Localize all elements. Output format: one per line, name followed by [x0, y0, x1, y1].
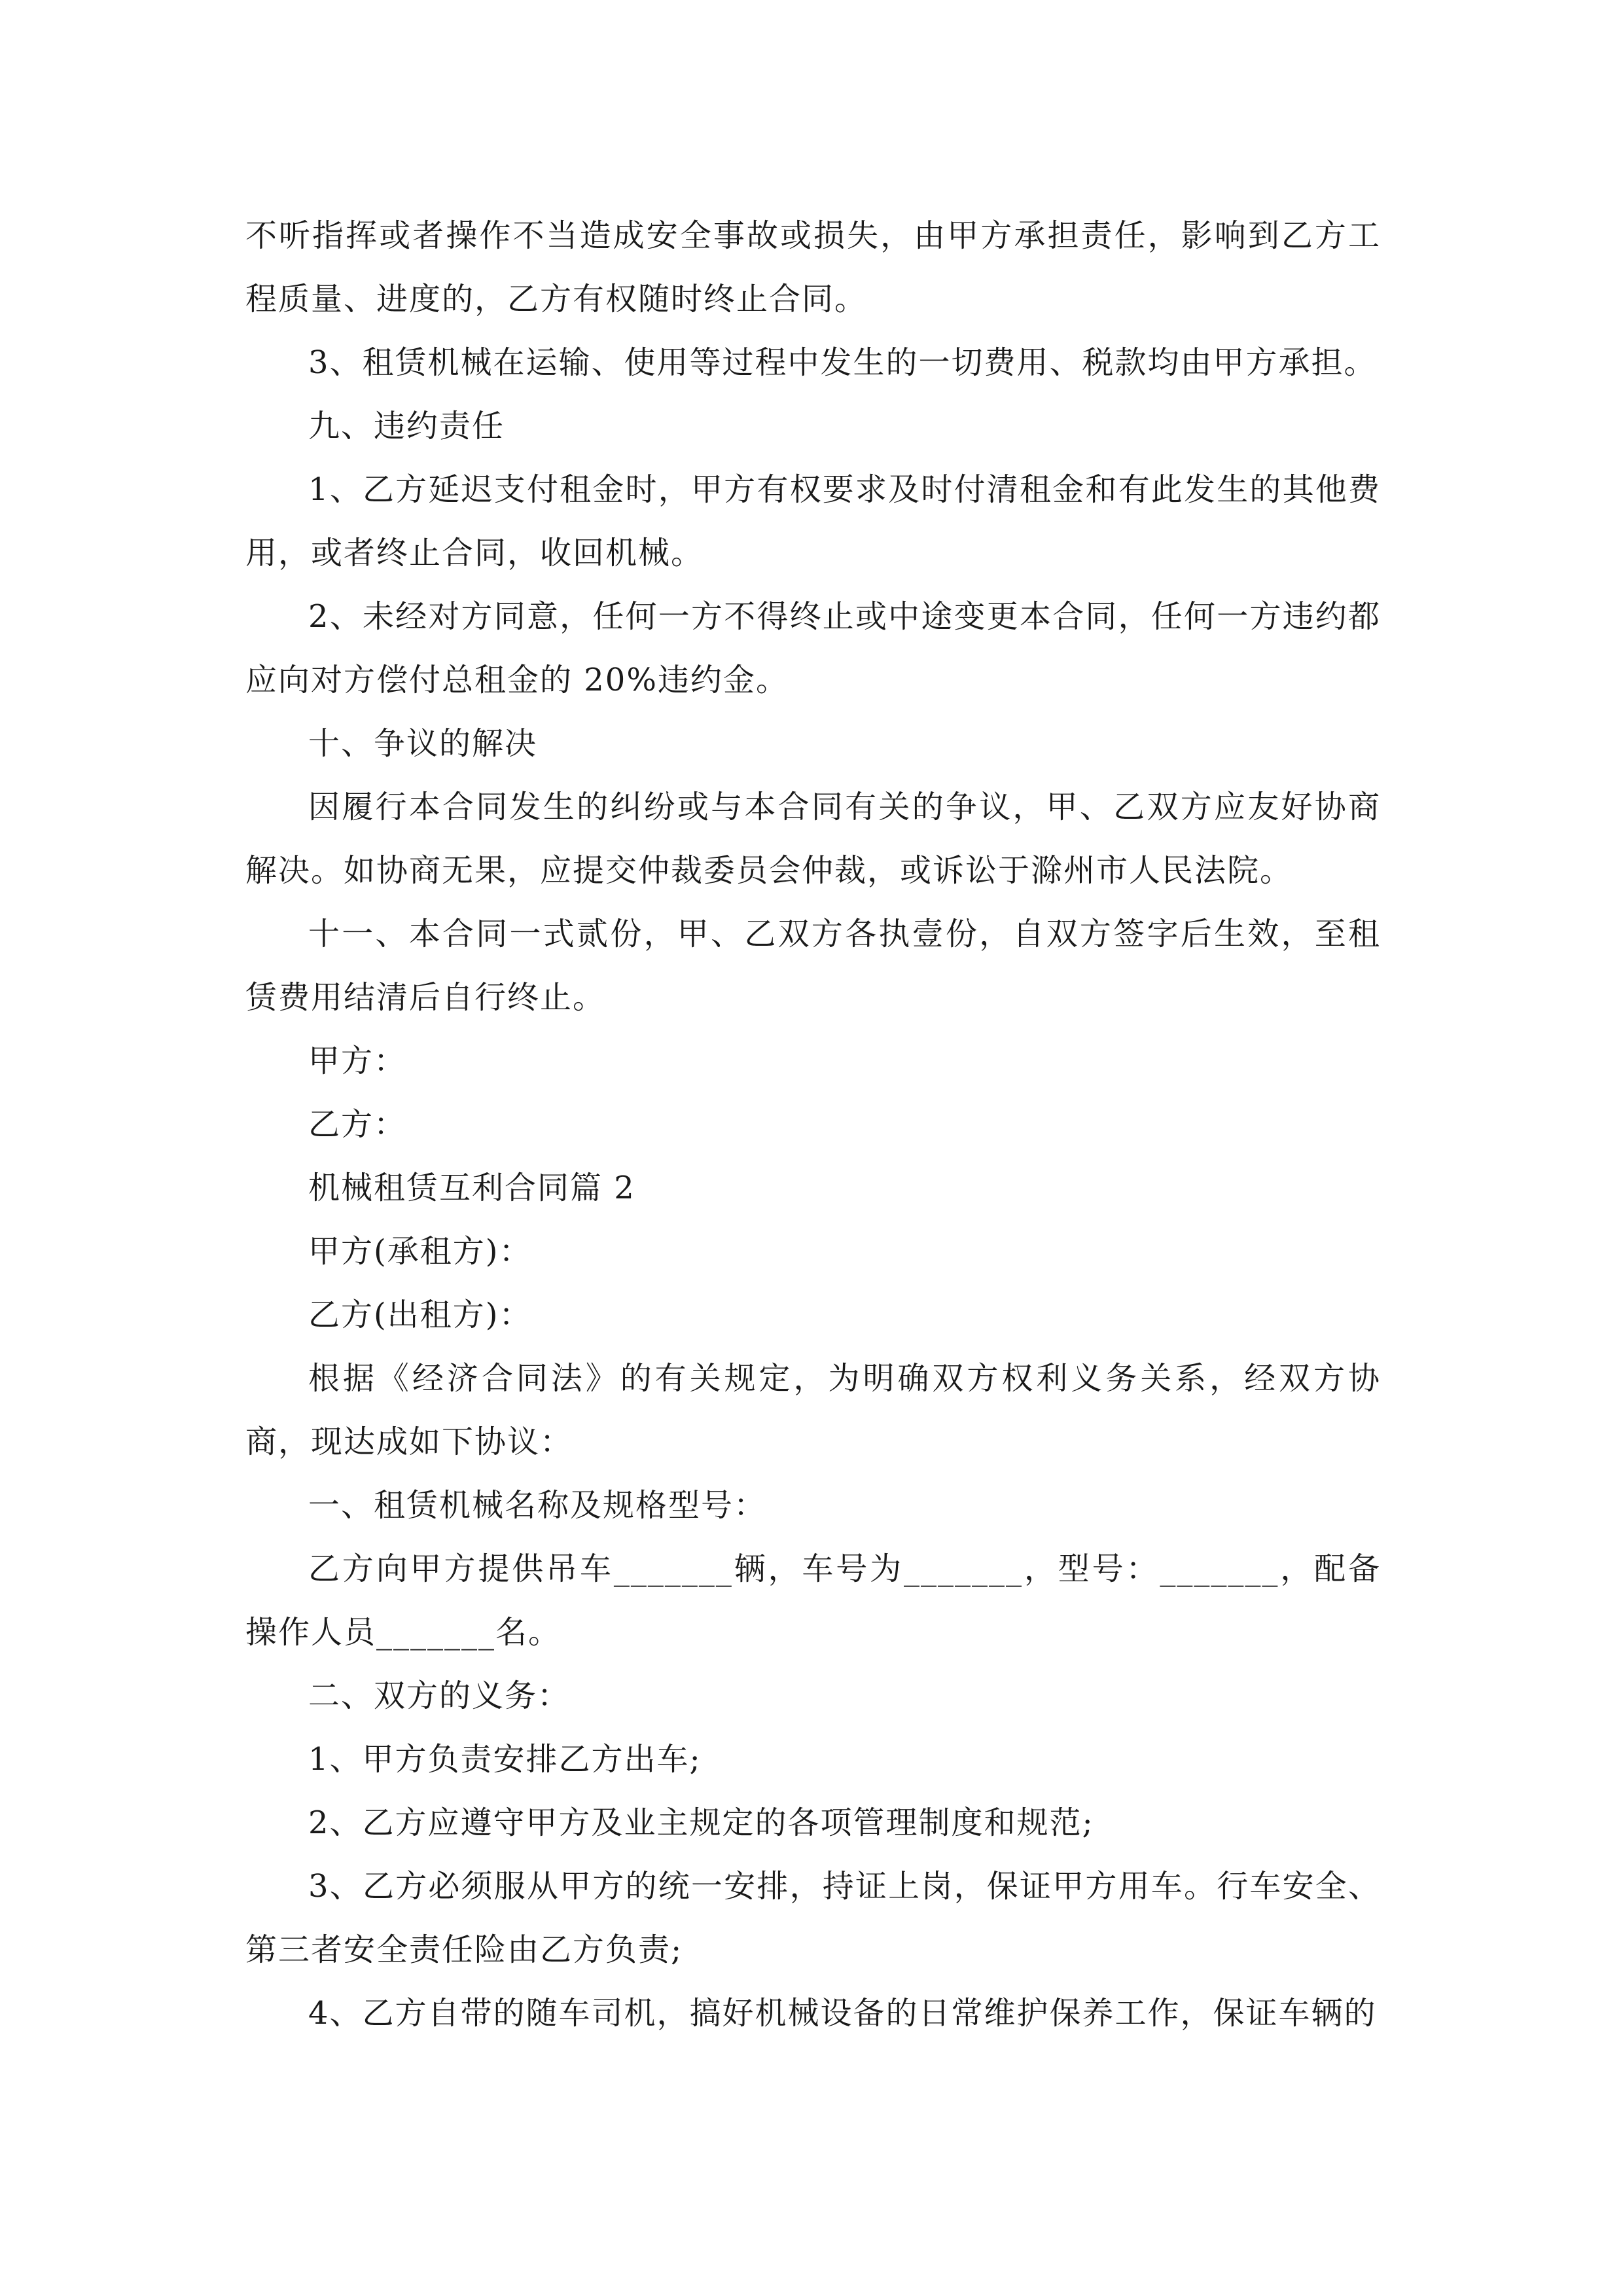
document-body [245, 204, 1381, 2045]
paragraph: 2、乙方应遵守甲方及业主规定的各项管理制度和规范; [308, 1804, 1094, 1841]
signature-line-party-b: 乙方： [308, 1106, 407, 1143]
paragraph: 2、未经对方同意，任何一方不得终止或中途变更本合同，任何一方违约都应向对方偿付总租金的 20%违约金。 [245, 598, 1381, 698]
paragraph: 因履行本合同发生的纠纷或与本合同有关的争议，甲、乙双方应友好协商解决。如协商无果，应提交仲裁委员会仲裁，或诉讼于滁州市人民法院。 [245, 789, 1381, 889]
paragraph: 1、甲方负责安排乙方出车; [308, 1741, 702, 1778]
paragraph: 不听指挥或者操作不当造成安全事故或损失，由甲方承担责任，影响到乙方工程质量、进度的，乙方有权随时终止合同。 [245, 217, 1381, 317]
section-heading: 二、双方的义务： [308, 1677, 571, 1714]
section-heading: 九、违约责任 [308, 408, 505, 444]
paragraph: 3、租赁机械在运输、使用等过程中发生的一切费用、税款均由甲方承担。 [308, 344, 1377, 381]
document-title: 机械租赁互利合同篇 2 [308, 1170, 635, 1206]
party-b-line: 乙方(出租方)： [308, 1297, 532, 1333]
section-heading: 十、争议的解决 [308, 725, 538, 762]
paragraph: 1、乙方延迟支付租金时，甲方有权要求及时付清租金和有此发生的其他费用，或者终止合同，收回机械。 [245, 471, 1381, 571]
paragraph: 乙方向甲方提供吊车_______辆，车号为_______，型号：_______，配备操作人员_______名。 [245, 1551, 1381, 1651]
paragraph: 3、乙方必须服从甲方的统一安排，持证上岗，保证甲方用车。行车安全、第三者安全责任险由乙方负责; [245, 1868, 1381, 1968]
paragraph: 4、乙方自带的随车司机，搞好机械设备的日常维护保养工作，保证车辆的 [308, 1995, 1377, 2032]
paragraph: 根据《经济合同法》的有关规定，为明确双方权利义务关系，经双方协商，现达成如下协议： [245, 1360, 1381, 1460]
signature-line-party-a: 甲方： [308, 1043, 407, 1079]
section-heading: 一、租赁机械名称及规格型号： [308, 1487, 767, 1524]
party-a-line: 甲方(承租方)： [308, 1233, 532, 1270]
paragraph: 十一、本合同一式贰份，甲、乙双方各执壹份，自双方签字后生效，至租赁费用结清后自行终止。 [245, 916, 1381, 1016]
